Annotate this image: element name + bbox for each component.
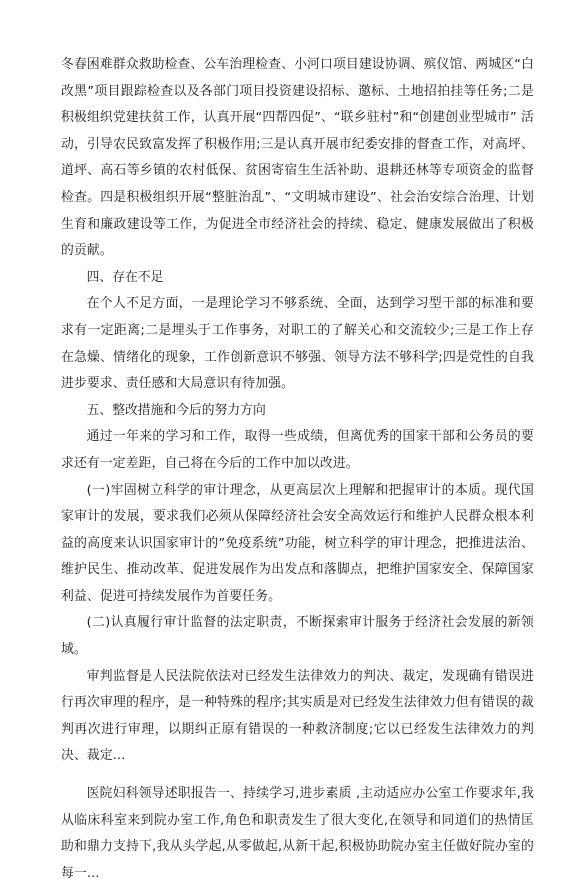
paragraph-judicial-supervision: 审判监督是人民法院依法对已经发生法律效力的判决、裁定，发现确有错误进行再次审理的程序，是一种特殊的程序;其实质是对已经发生法律效力但有错误的裁判再次进行审理，以期纠正原有错误的一种救济制度;它以已经发生法律效力的判决、裁定...: [61, 668, 534, 764]
paragraph-improvement-intro: 通过一年来的学习和工作，取得一些成绩，但离优秀的国家干部和公务员的要求还有一定差距，自己将在今后的工作中加以改进。: [61, 429, 534, 471]
paragraph-shortcomings: 在个人不足方面，一是理论学习不够系统、全面，达到学习型干部的标准和要求有一定距离;二是埋头于工作事务，对职工的了解关心和交流较少;三是工作上存在急燥、情绪化的现象，工作创新意识不够强、领导方法不够科学;四是党性的自我进步要求、责任感和大局意识有待加强。: [61, 296, 534, 392]
paragraph-audit-duty: (二)认真履行审计监督的法定职责，不断探索审计服务于经济社会发展的新领域。: [61, 615, 534, 658]
paragraph-hospital-report: 医院妇科领导述职报告一、持续学习,进步素质 ,主动适应办公室工作要求年,我从临床科室来到院办室工作,角色和职责发生了很大变化,在领导和同道们的热情匡助和鼎力支持下,我从头学起,从零做起,从新干起,积极协助院办室主任做好院办室的每一...: [61, 786, 534, 881]
section-heading-rectification: 五、整改措施和今后的努力方向: [86, 402, 266, 418]
section-heading-shortcomings: 四、存在不足: [86, 269, 164, 285]
paragraph-work-summary: 冬春困难群众救助检查、公车治理检查、小河口项目建设协调、殡仪馆、两城区“白改黑”项目跟踪检查以及各部门项目投资建设招标、邀标、土地招拍挂等任务;二是积极组织党建扶贫工作，认真开展“四帮四促”、“联乡驻村”和“创建创业型城市” 活动，引导农民致富发挥了积极作用;三是认真开展市纪委安排的督查工作，对高坪、道坪、高石等乡镇的农村低保、贫困寄宿生生活补助、退耕还林等专项资金的监督检查。四是积极组织开展“整脏治乱”、“文明城市建设”、社会治安综合治理、计划生育和廉政建设等工作，为促进全市经济社会的持续、稳定、健康发展做出了积极的贡献。: [61, 57, 534, 259]
paragraph-audit-concept: (一)牢固树立科学的审计理念，从更高层次上理解和把握审计的本质。现代国家审计的发展，要求我们必须从保障经济社会安全高效运行和维护人民群众根本利益的高度来认识国家审计的”免疫系统”功能，树立科学的审计理念，把推进法治、维护民生、推动改革、促进发展作为出发点和落脚点，把维护国家安全、保障国家利益、促进可持续发展作为首要任务。: [61, 482, 534, 604]
document-body: [61, 52, 534, 887]
